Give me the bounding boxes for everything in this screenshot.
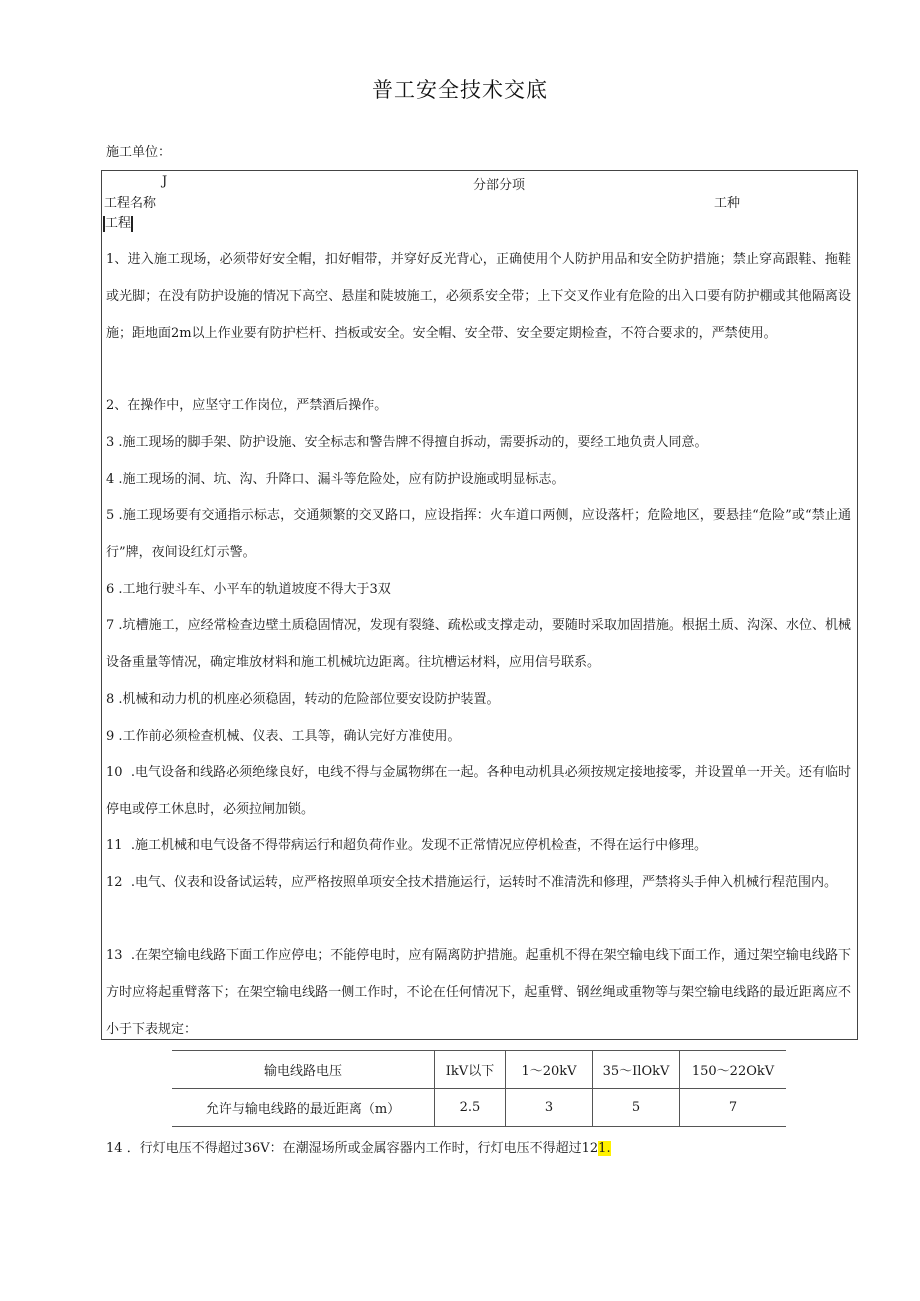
list-item-14: 14 ．行灯电压不得超过36V：在潮湿场所或金属容器内工作时，行灯电压不得超过121. [106,1141,611,1156]
list-item: 8 .机械和动力机的机座必须稳固，转动的危险部位要安设防护装置。 [106,692,500,707]
table-cell: 1～20kV [506,1051,593,1089]
list-item: 10 .电气设备和线路必须绝缘良好，电线不得与金属物绑在一起。各种电动机具必须按规定接地接零，并设置单一开关。还有临时停电或停工休息时，必须拉闸加锁。 [106,765,851,817]
list-item: 13 .在架空输电线路下面工作应停电；不能停电时，应有隔离防护措施。起重机不得在架空输电线下面工作，通过架空输电线路下方时应将起重臂落下；在架空输电线路一侧工作时，不论在任何情况下，起重臂、钢丝绳或重物等与架空输电线路的最近距离应不小于下表规定： [106,948,851,1037]
header-mark-j: J [162,174,168,189]
list-item: 5 .施工现场要有交通指示标志，交通频繁的交叉路口，应设指挥：火车道口两侧，应设落杆；危险地区，要悬挂“危险”或“禁止通行”牌，夜间设红灯示警。 [106,508,852,560]
list-item: 3 .施工现场的脚手架、防护设施、安全标志和警告牌不得擅自拆动，需要拆动的，要经工地负责人同意。 [106,435,708,450]
table-row [172,1089,786,1127]
table-cell: 3 [506,1089,593,1127]
table-cell: 2.5 [435,1089,506,1127]
table-cell: 150～22OkV [680,1051,787,1089]
work-type-label: 工种 [714,196,741,211]
list-item: 2、在操作中，应坚守工作岗位，严禁酒后操作。 [106,398,388,413]
distance-table [172,1050,786,1127]
document-title: 普工安全技术交底 [372,78,548,102]
sub-item-label-line2: 工程 [105,216,132,231]
list-item: 7 .坑槽施工，应经常检查边壁土质稳固情况，发现有裂缝、疏松或支撑走动，要随时采取加固措施。根据土质、沟深、水位、机械设备重量等情况，确定堆放材料和施工机械坑边距离。往坑槽运材料，应用信号联系。 [106,618,852,670]
list-item: 4 .施工现场的洞、坑、沟、升降口、漏斗等危险处，应有防护设施或明显标志。 [106,472,565,487]
table-cell: IkV以下 [435,1051,506,1089]
construction-unit-label: 施工单位： [106,145,172,160]
table-cell: 5 [593,1089,680,1127]
table-row [172,1051,786,1089]
table-cell: 输电线路电压 [172,1051,435,1089]
list-item: 1、进入施工现场，必须带好安全帽，扣好帽带，并穿好反光背心，正确使用个人防护用品和安全防护措施；禁止穿高跟鞋、拖鞋或光脚；在没有防护设施的情况下高空、悬崖和陡坡施工，必须系安全带；上下交叉作业有危险的出入口要有防护棚或其他隔离设施；距地面2m以上作业要有防护栏杆、挡板或安全。安全帽、安全带、安全要定期检查，不符合要求的，严禁使用。 [106,252,851,341]
table-cell: 35～IlOkV [593,1051,680,1089]
project-name-label: 工程名称 [104,196,157,211]
list-item: 9 .工作前必须检查机械、仪表、工具等，确认完好方准使用。 [106,729,461,744]
list-item: 12 .电气、仪表和设备试运转，应严格按照单项安全技术措施运行，运转时不准清洗和修理，严禁将头手伸入机械行程范围内。 [106,875,837,890]
right-bar [131,216,133,232]
list-item: 11 .施工机械和电气设备不得带病运行和超负荷作业。发现不正常情况应停机检查，不得在运行中修理。 [106,838,707,853]
table-cell: 7 [680,1089,787,1127]
sub-item-label: 分部分项 [473,178,526,193]
table-cell: 允许与输电线路的最近距离（m） [172,1089,435,1127]
highlighted-text: 1. [598,1141,611,1156]
list-item: 6 .工地行驶斗车、小平车的轨道坡度不得大于3双 [106,582,391,597]
